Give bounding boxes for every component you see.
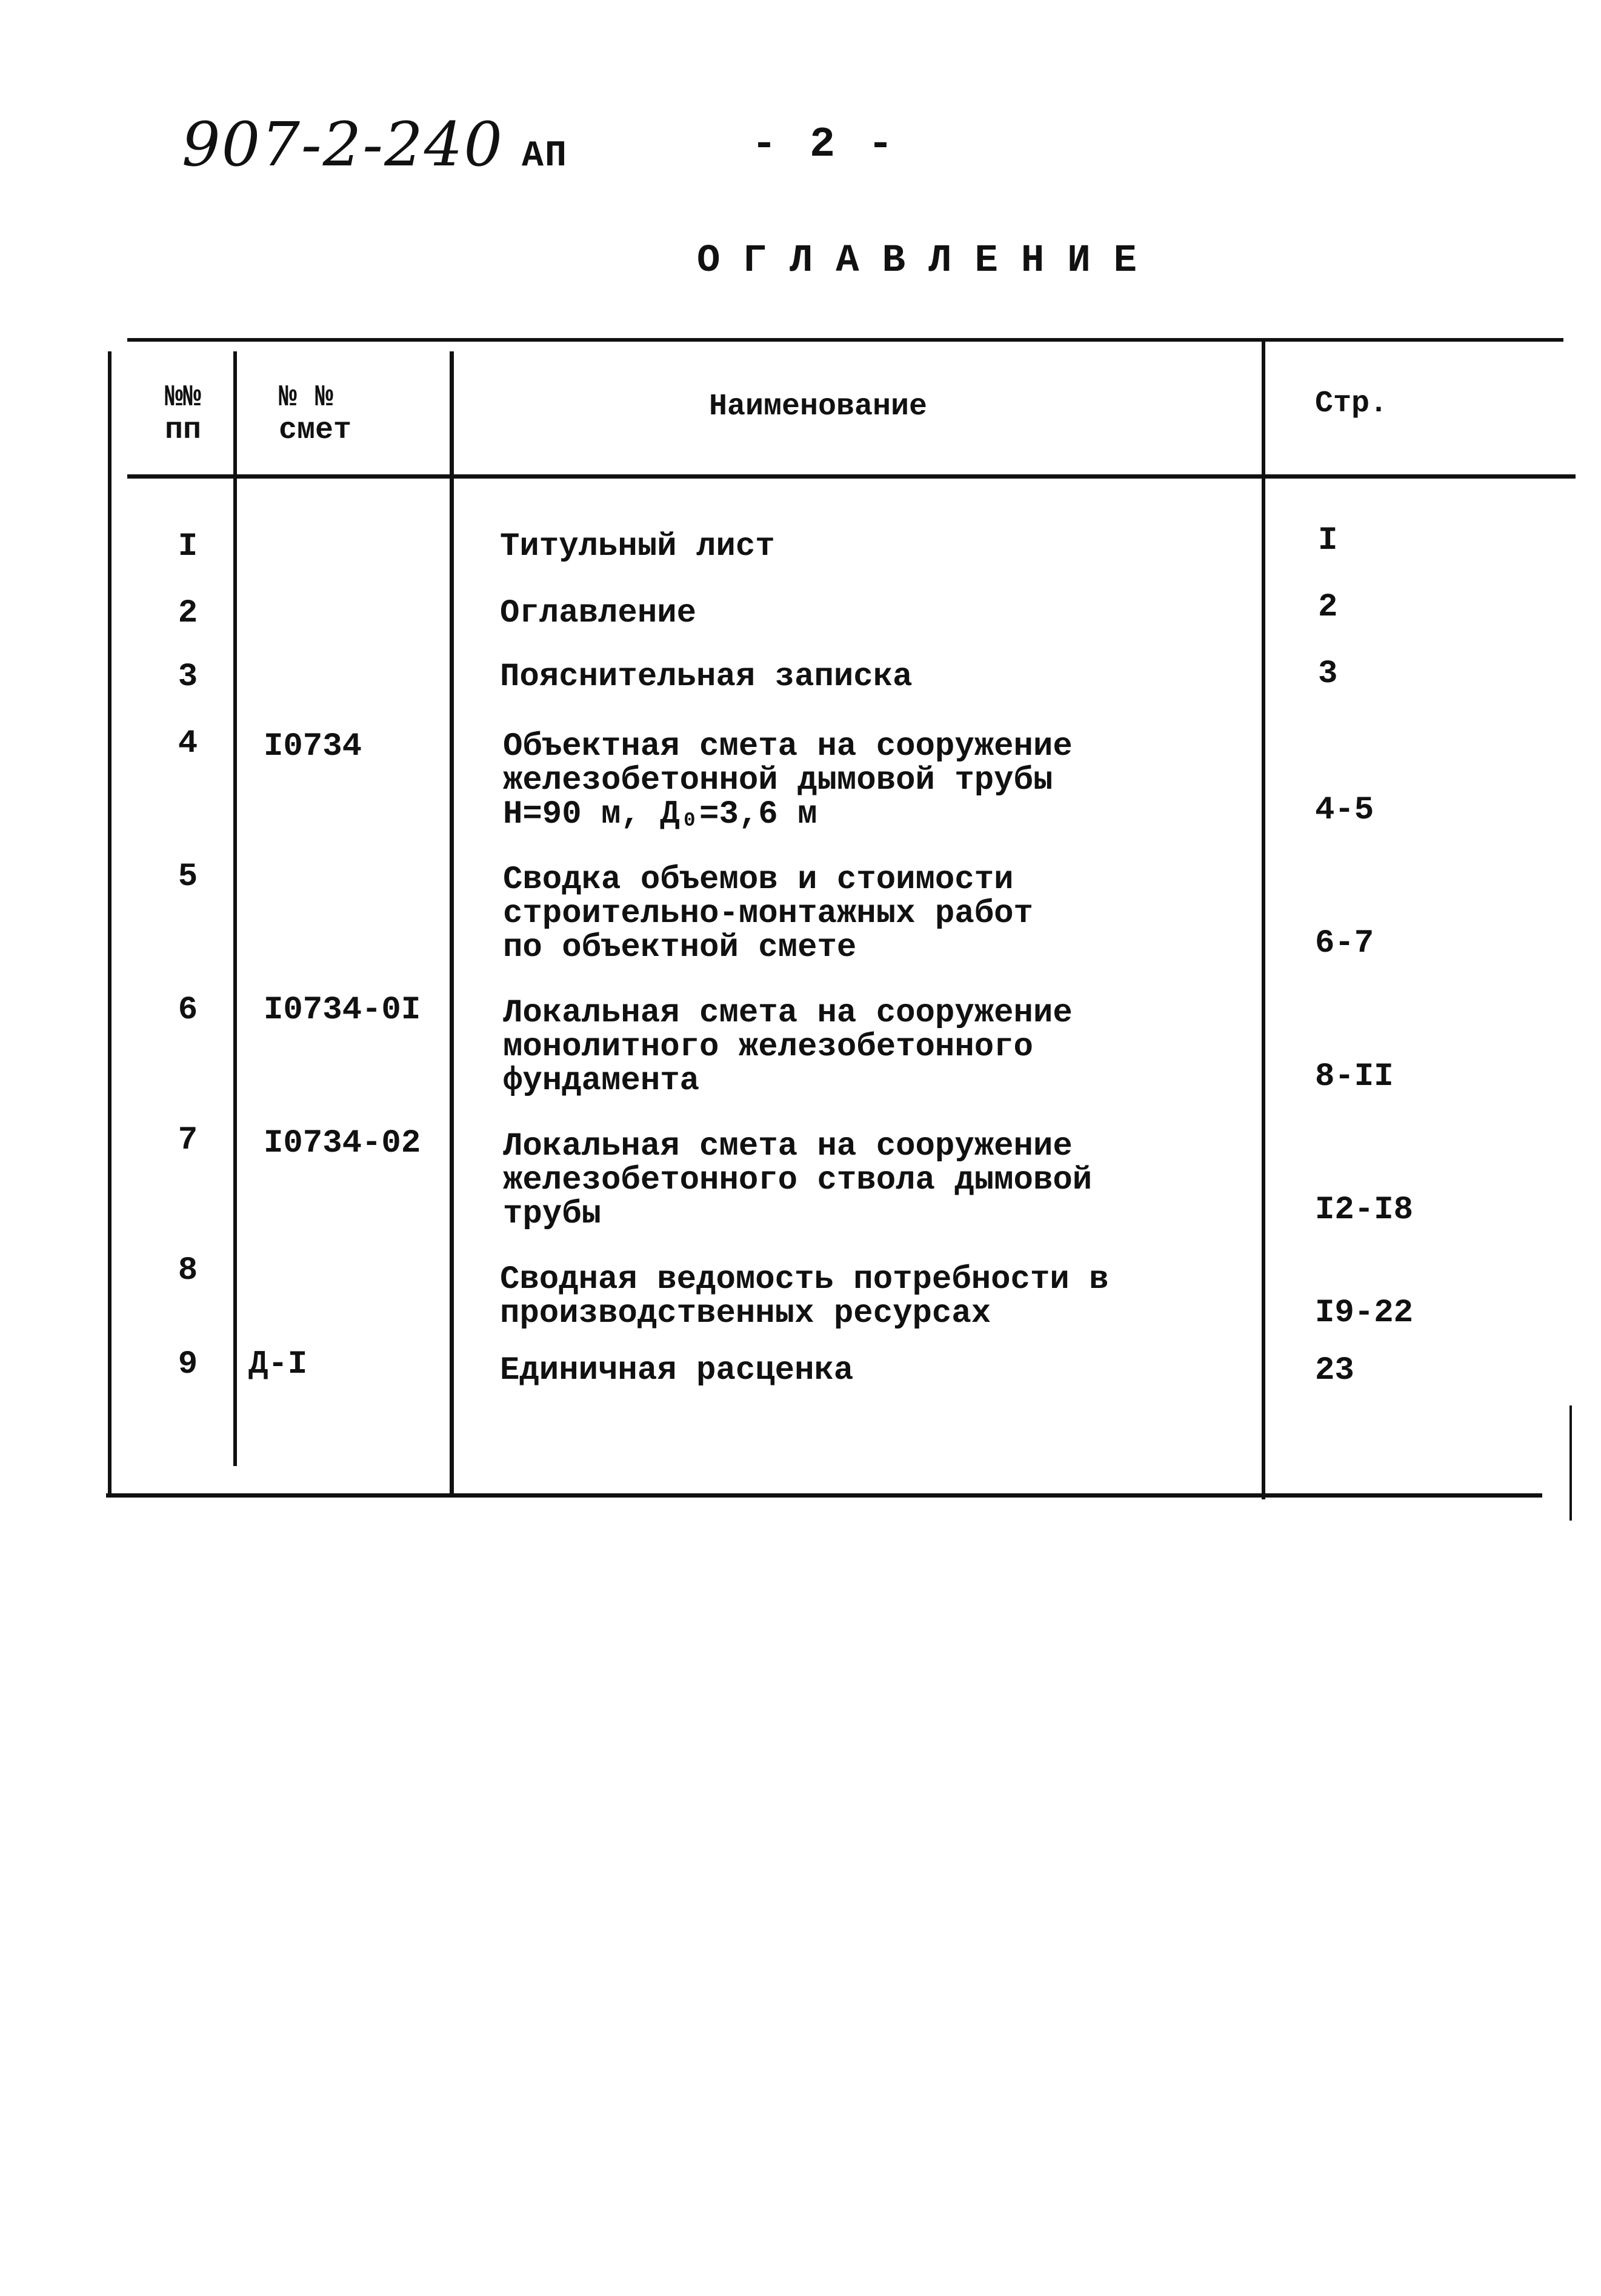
column-header-estimate: № № смет	[279, 380, 352, 448]
row-name: Локальная смета на сооружение монолитного железобетонного фундамента	[503, 995, 1073, 1100]
table-right-border	[1569, 1405, 1572, 1521]
row-page: I	[1318, 522, 1338, 559]
row-number: 7	[178, 1122, 198, 1159]
row-name: Оглавление	[500, 595, 697, 632]
row-page: 6-7	[1315, 925, 1374, 962]
document-code	[182, 109, 568, 180]
row-page: 8-II	[1315, 1058, 1394, 1095]
row-number: 6	[178, 992, 198, 1029]
table-left-border	[108, 351, 112, 1496]
row-page: I9-22	[1315, 1295, 1414, 1332]
row-page: 23	[1315, 1352, 1354, 1389]
row-number: 5	[178, 858, 198, 895]
row-page: I2-I8	[1315, 1192, 1414, 1229]
document-code-suffix: АП	[521, 136, 568, 177]
row-estimate: Д-I	[248, 1346, 308, 1383]
row-number: 3	[178, 659, 198, 695]
row-name: Пояснительная записка	[500, 659, 913, 695]
row-page: 4-5	[1315, 792, 1374, 829]
column-header-name: Наименование	[709, 390, 928, 424]
row-number: I	[178, 528, 198, 565]
table-header-divider	[127, 474, 1576, 479]
row-number: 4	[178, 725, 198, 762]
row-name: Единичная расценка	[500, 1352, 854, 1389]
row-page: 2	[1318, 589, 1338, 626]
row-page: 3	[1318, 655, 1338, 692]
row-number: 2	[178, 595, 198, 632]
row-name: Титульный лист	[500, 528, 775, 565]
row-name: Объектная смета на сооружение железобетонной дымовой трубы Н=90 м, Д₀=3,6 м	[503, 728, 1073, 833]
row-number: 8	[178, 1252, 198, 1289]
table-top-border	[127, 338, 1563, 342]
column-divider-3	[1262, 339, 1265, 1499]
page-title: ОГЛАВЛЕНИЕ	[697, 239, 1160, 283]
page-number: - 2 -	[751, 121, 897, 169]
column-divider-2	[450, 351, 454, 1496]
row-estimate: I0734-02	[264, 1125, 421, 1162]
column-divider-1	[233, 351, 237, 1466]
document-code-number: 907-2-240	[182, 109, 504, 180]
row-estimate: I0734	[264, 728, 362, 765]
row-name: Сводка объемов и стоимости строительно-монтажных работ по объектной смете	[503, 861, 1033, 966]
row-name: Сводная ведомость потребности в производственных ресурсах	[500, 1261, 1109, 1332]
table-bottom-border	[106, 1493, 1542, 1498]
column-header-no: №№ пп	[164, 380, 201, 448]
row-name: Локальная смета на сооружение железобетонного ствола дымовой трубы	[503, 1128, 1093, 1233]
row-number: 9	[178, 1346, 198, 1383]
column-header-page: Стр.	[1315, 387, 1388, 421]
row-estimate: I0734-0I	[264, 992, 421, 1029]
